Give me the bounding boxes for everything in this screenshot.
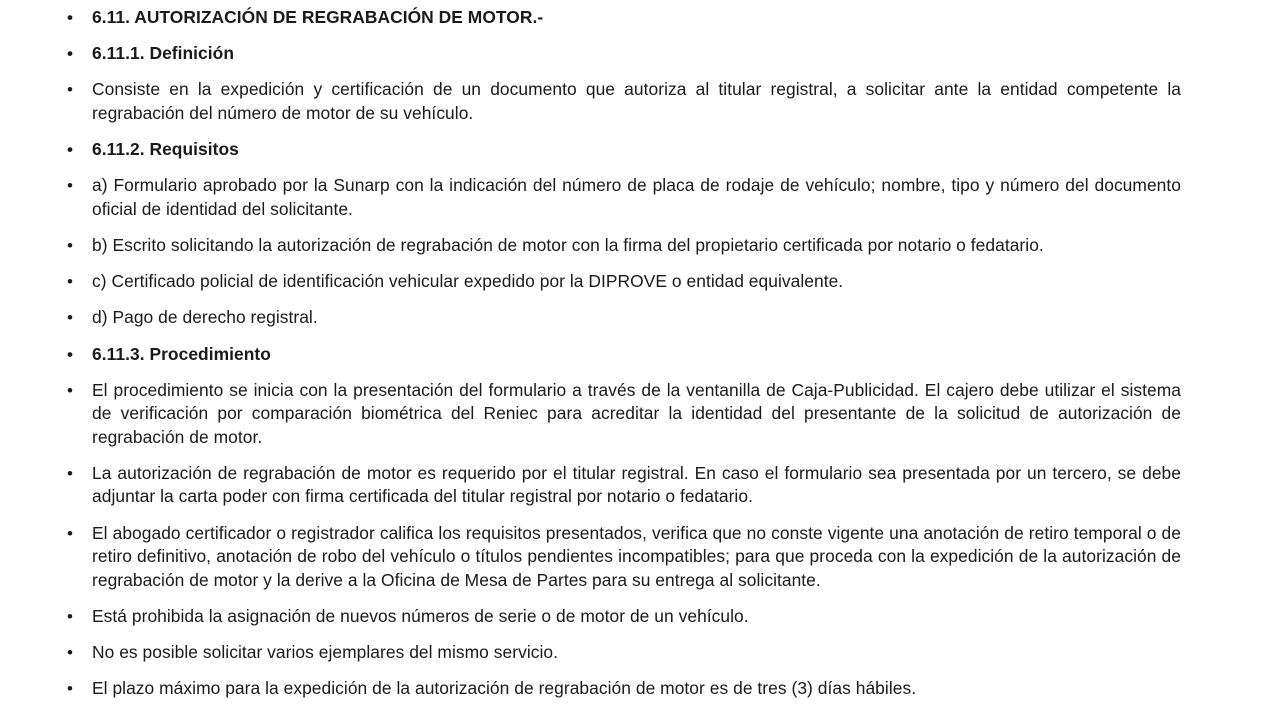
- bullet-icon: •: [67, 272, 74, 292]
- bullet-icon: •: [67, 679, 74, 699]
- bullet-icon: •: [67, 308, 74, 328]
- bullet-icon: •: [67, 80, 74, 100]
- bullet-icon: •: [67, 44, 74, 64]
- bullet-text: El procedimiento se inicia con la presentación del formulario a través de la ventanilla de Caja-Publicidad. El cajero debe utilizar el sistema de verificación por comparación biométrica del Reniec para acreditar la identidad del presentante de la solicitud de autorización de regrabación de motor.: [92, 379, 1181, 447]
- bullet-item: [67, 641, 1181, 665]
- bullet-list: [67, 6, 1181, 713]
- bullet-text: 6.11.2. Requisitos: [92, 139, 239, 160]
- bullet-text: 6.11.1. Definición: [92, 43, 235, 64]
- bullet-text: 6.11.3. Procedimiento: [92, 343, 271, 364]
- bullet-item-definition-heading: [67, 42, 1181, 66]
- bullet-icon: •: [67, 140, 74, 160]
- bullet-icon: •: [67, 344, 74, 364]
- bullet-text: No es posible solicitar varios ejemplares del mismo servicio.: [92, 641, 558, 662]
- bullet-text: d) Pago de derecho registral.: [92, 307, 318, 328]
- bullet-text: El abogado certificador o registrador califica los requisitos presentados, verifica que no conste vigente una anotación de retiro temporal o de retiro definitivo, anotación de robo del vehículo o títulos pendientes incompatibles; para que proceda con la expedición de la autorización de regrabación de motor y la derive a la Oficina de Mesa de Partes para su entrega al solicitante.: [92, 522, 1181, 590]
- bullet-icon: •: [67, 606, 74, 626]
- bullet-item-requirements-heading: [67, 138, 1181, 162]
- bullet-icon: •: [67, 176, 74, 196]
- bullet-item: [67, 677, 1181, 701]
- bullet-item: [67, 306, 1181, 330]
- bullet-text: c) Certificado policial de identificación vehicular expedido por la DIPROVE o entidad equivalente.: [92, 271, 844, 292]
- bullet-text: b) Escrito solicitando la autorización de regrabación de motor con la firma del propietario certificada por notario o fedatario.: [92, 234, 1044, 255]
- bullet-icon: •: [67, 8, 74, 27]
- bullet-item: [67, 462, 1181, 509]
- bullet-item: [67, 522, 1181, 593]
- bullet-item-section-title: [67, 6, 1181, 30]
- bullet-icon: •: [67, 642, 74, 662]
- bullet-text: 6.11. AUTORIZACIÓN DE REGRABACIÓN DE MOTOR.-: [92, 7, 544, 27]
- bullet-item: [67, 379, 1181, 450]
- bullet-item: [67, 78, 1181, 125]
- bullet-item: [67, 174, 1181, 221]
- bullet-text: a) Formulario aprobado por la Sunarp con la indicación del número de placa de rodaje de vehículo; nombre, tipo y número del documento oficial de identidad del solicitante.: [92, 175, 1181, 219]
- bullet-item: [67, 270, 1181, 294]
- bullet-text: Está prohibida la asignación de nuevos números de serie o de motor de un vehículo.: [92, 605, 749, 626]
- bullet-item: [67, 234, 1181, 258]
- bullet-icon: •: [67, 380, 74, 400]
- bullet-icon: •: [67, 523, 74, 543]
- bullet-item-procedure-heading: [67, 343, 1181, 367]
- bullet-text: Consiste en la expedición y certificación de un documento que autoriza al titular registral, a solicitar ante la entidad competente la regrabación del número de motor de su vehículo.: [92, 79, 1181, 123]
- bullet-icon: •: [67, 235, 74, 255]
- bullet-text: El plazo máximo para la expedición de la autorización de regrabación de motor es de tres (3) días hábiles.: [92, 678, 917, 699]
- bullet-icon: •: [67, 463, 74, 483]
- bullet-item: [67, 605, 1181, 629]
- bullet-text: La autorización de regrabación de motor es requerido por el titular registral. En caso el formulario sea presentada por un tercero, se debe adjuntar la carta poder con firma certificada del titular registral por notario o fedatario.: [92, 462, 1181, 507]
